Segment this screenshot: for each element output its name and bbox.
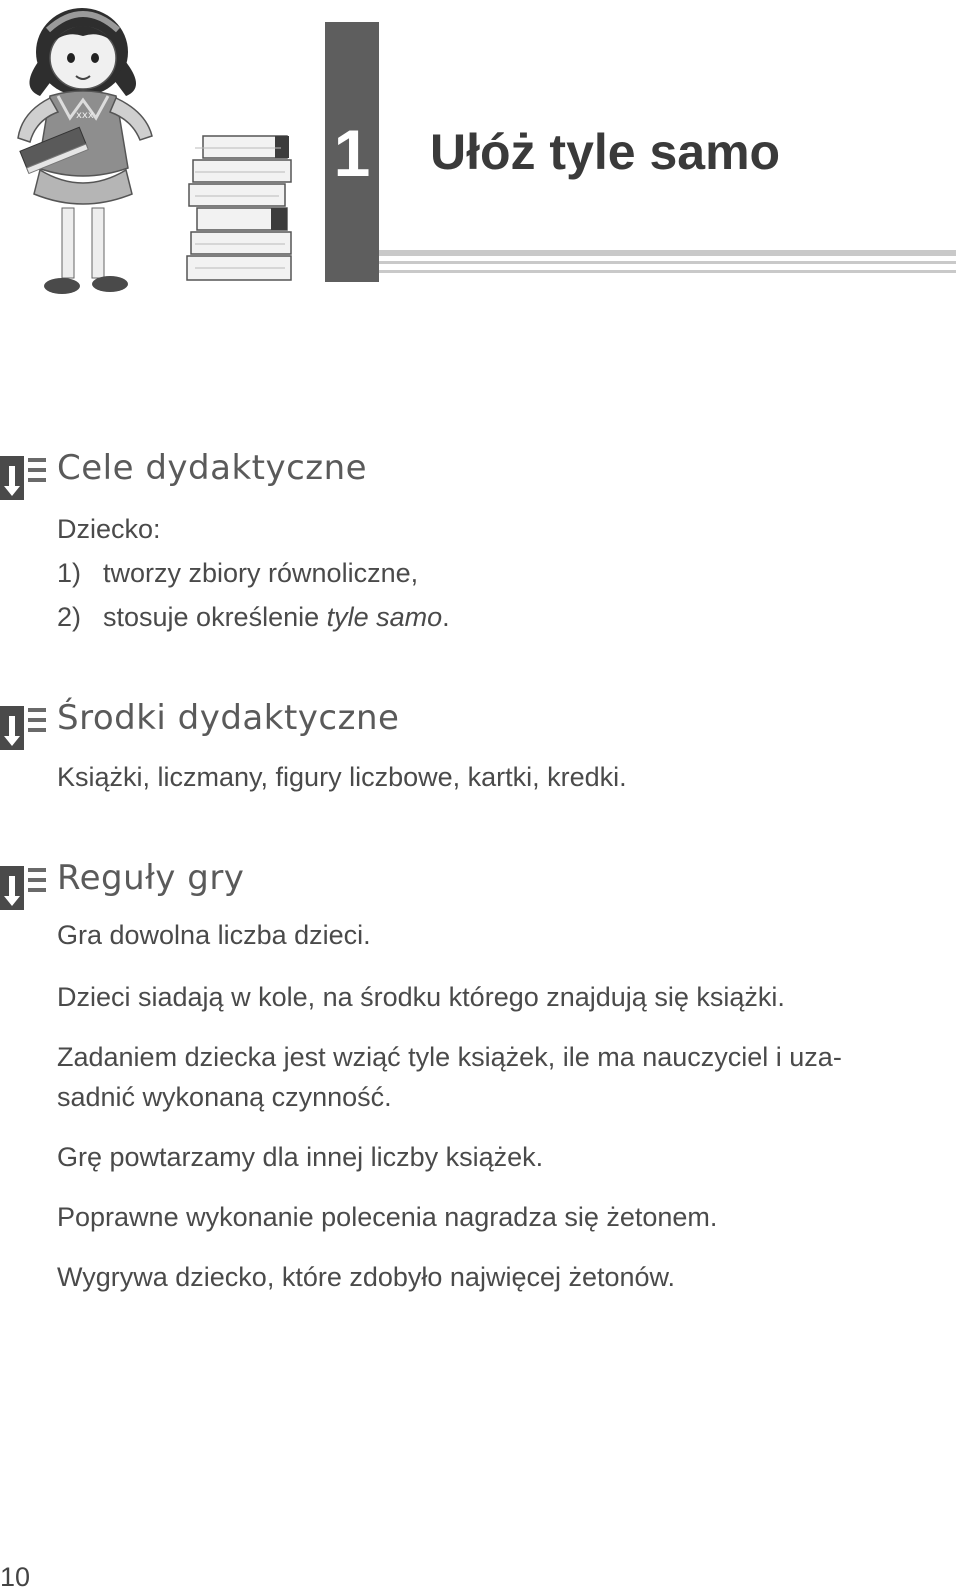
list-item-emphasis: tyle samo: [326, 602, 443, 632]
cele-item: [57, 600, 450, 634]
list-item-text: .: [442, 602, 450, 632]
reguly-paragraph: sadnić wykonaną czynność.: [57, 1082, 392, 1112]
srodki-text: Książki, liczmany, figury liczbowe, kartki, kredki.: [57, 762, 627, 792]
section-arrow-icon: [0, 702, 48, 752]
girl-with-book-illustration: [0, 0, 185, 305]
list-number: 2): [57, 602, 82, 632]
section-heading-cele: Cele dydaktyczne: [57, 448, 368, 488]
list-item-text: stosuje określenie: [103, 602, 327, 632]
chapter-number: 1: [333, 116, 371, 190]
cele-intro: Dziecko:: [57, 514, 161, 544]
list-number: 1): [57, 558, 82, 588]
header-rule: [379, 261, 956, 264]
reguly-paragraph: Grę powtarzamy dla innej liczby książek.: [57, 1142, 544, 1172]
header-rule: [379, 250, 956, 256]
book-stack-illustration: [185, 130, 305, 290]
svg-text:xxx: xxx: [76, 110, 94, 121]
page-number: 10: [0, 1562, 31, 1592]
cele-item: [57, 556, 418, 590]
reguly-paragraph: Gra dowolna liczba dzieci.: [57, 920, 371, 950]
section-heading-reguly: Reguły gry: [57, 858, 245, 898]
reguly-paragraph: Wygrywa dziecko, które zdobyło najwięcej żetonów.: [57, 1262, 676, 1292]
section-heading-srodki: Środki dydaktyczne: [57, 698, 400, 738]
reguly-paragraph: Poprawne wykonanie polecenia nagradza się żetonem.: [57, 1202, 718, 1232]
section-arrow-icon: [0, 862, 48, 912]
chapter-title: Ułóż tyle samo: [430, 124, 781, 180]
reguly-paragraph: Dzieci siadają w kole, na środku którego znajdują się książki.: [57, 982, 785, 1012]
header-rule: [379, 270, 956, 273]
list-item-text: tworzy zbiory równoliczne,: [103, 558, 419, 588]
reguly-paragraph: Zadaniem dziecka jest wziąć tyle książek, ile ma nauczyciel i uza-: [57, 1042, 842, 1072]
section-arrow-icon: [0, 452, 48, 502]
